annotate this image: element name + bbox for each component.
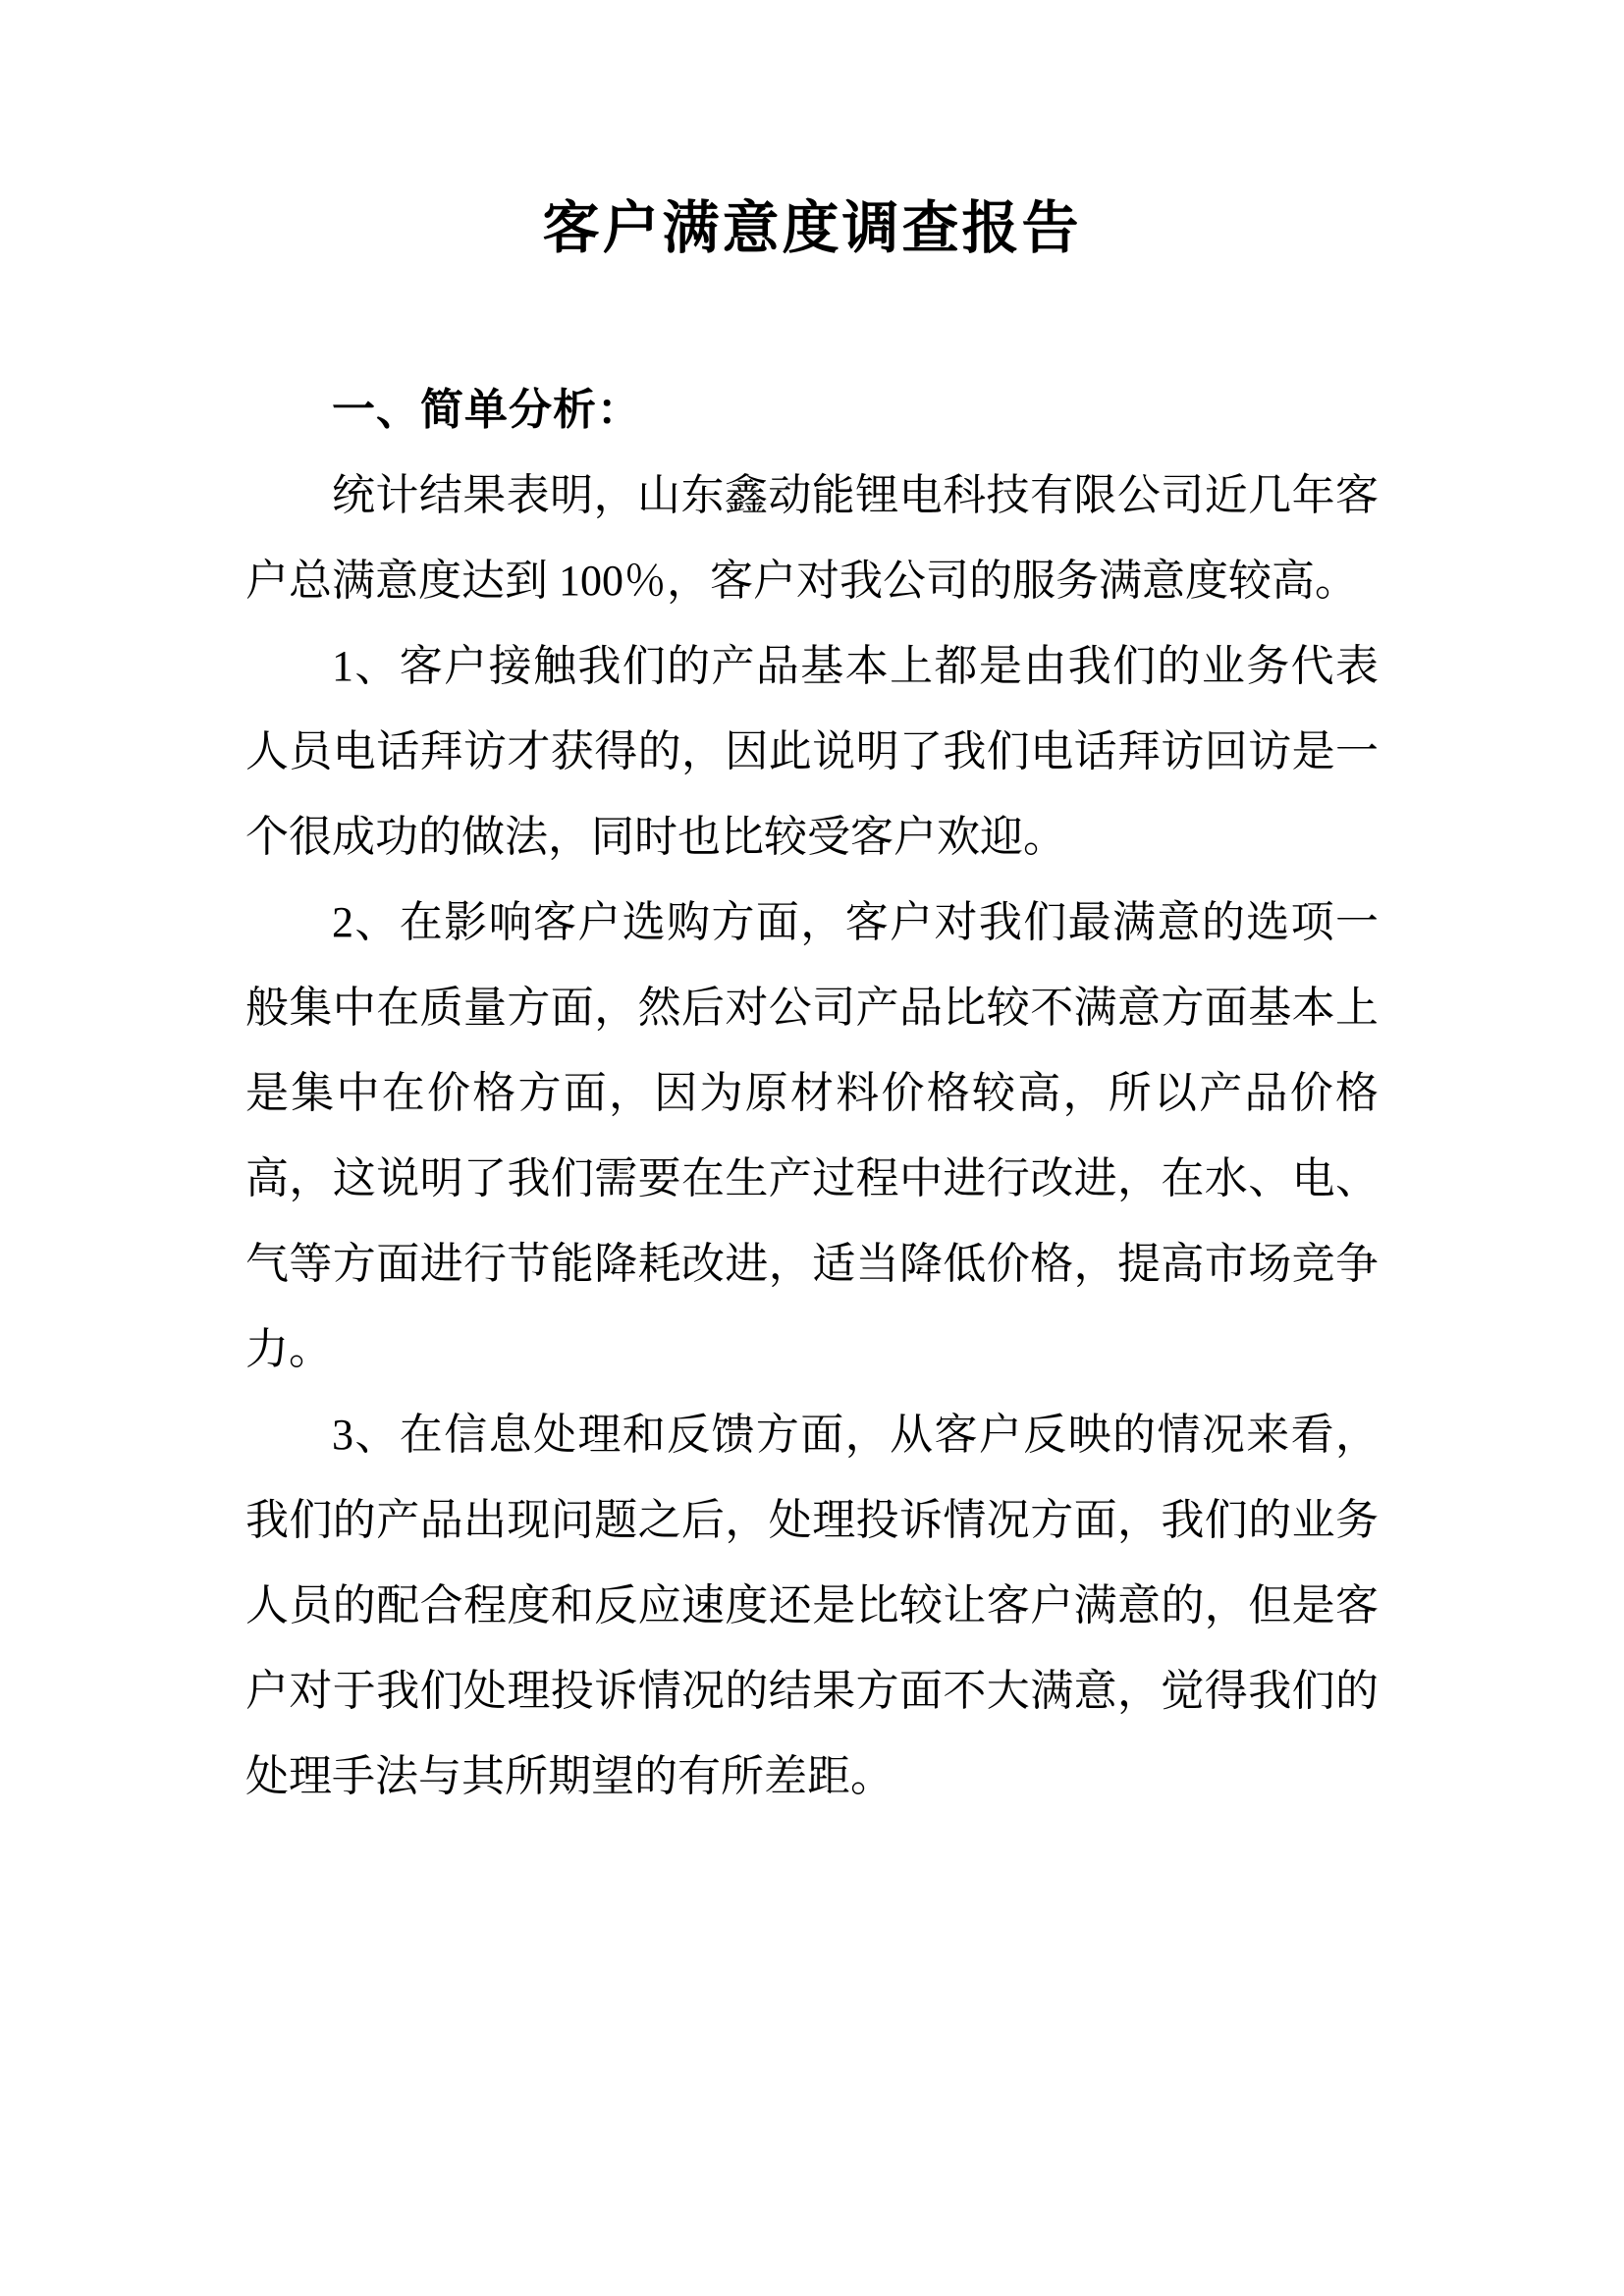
document-body xyxy=(0,367,1624,1819)
page-title: 客户满意度调查报告 xyxy=(542,196,1082,260)
paragraph: 1、客户接触我们的产品基本上都是由我们的业务代表人员电话拜访才获得的，因此说明了我们电话拜访回访是一个很成功的做法，同时也比较受客户欢迎。 xyxy=(245,642,1379,861)
paragraph: 2、在影响客户选购方面，客户对我们最满意的选项一般集中在质量方面，然后对公司产品比较不满意方面基本上是集中在价格方面，因为原材料价格较高，所以产品价格高，这说明了我们需要在生产过程中进行改进，在水、电、气等方面进行节能降耗改进，适当降低价格，提高市场竞争力。 xyxy=(245,898,1379,1373)
paragraph: 3、在信息处理和反馈方面，从客户反映的情况来看，我们的产品出现问题之后，处理投诉情况方面，我们的业务人员的配合程度和反应速度还是比较让客户满意的，但是客户对于我们处理投诉情况的结果方面不大满意，觉得我们的处理手法与其所期望的有所差距。 xyxy=(245,1411,1379,1800)
paragraph: 统计结果表明，山东鑫动能锂电科技有限公司近几年客户总满意度达到 100％，客户对我公司的服务满意度较高。 xyxy=(245,471,1379,605)
section-heading: 一、简单分析： xyxy=(332,386,641,434)
paragraphs-container xyxy=(245,453,1379,1819)
